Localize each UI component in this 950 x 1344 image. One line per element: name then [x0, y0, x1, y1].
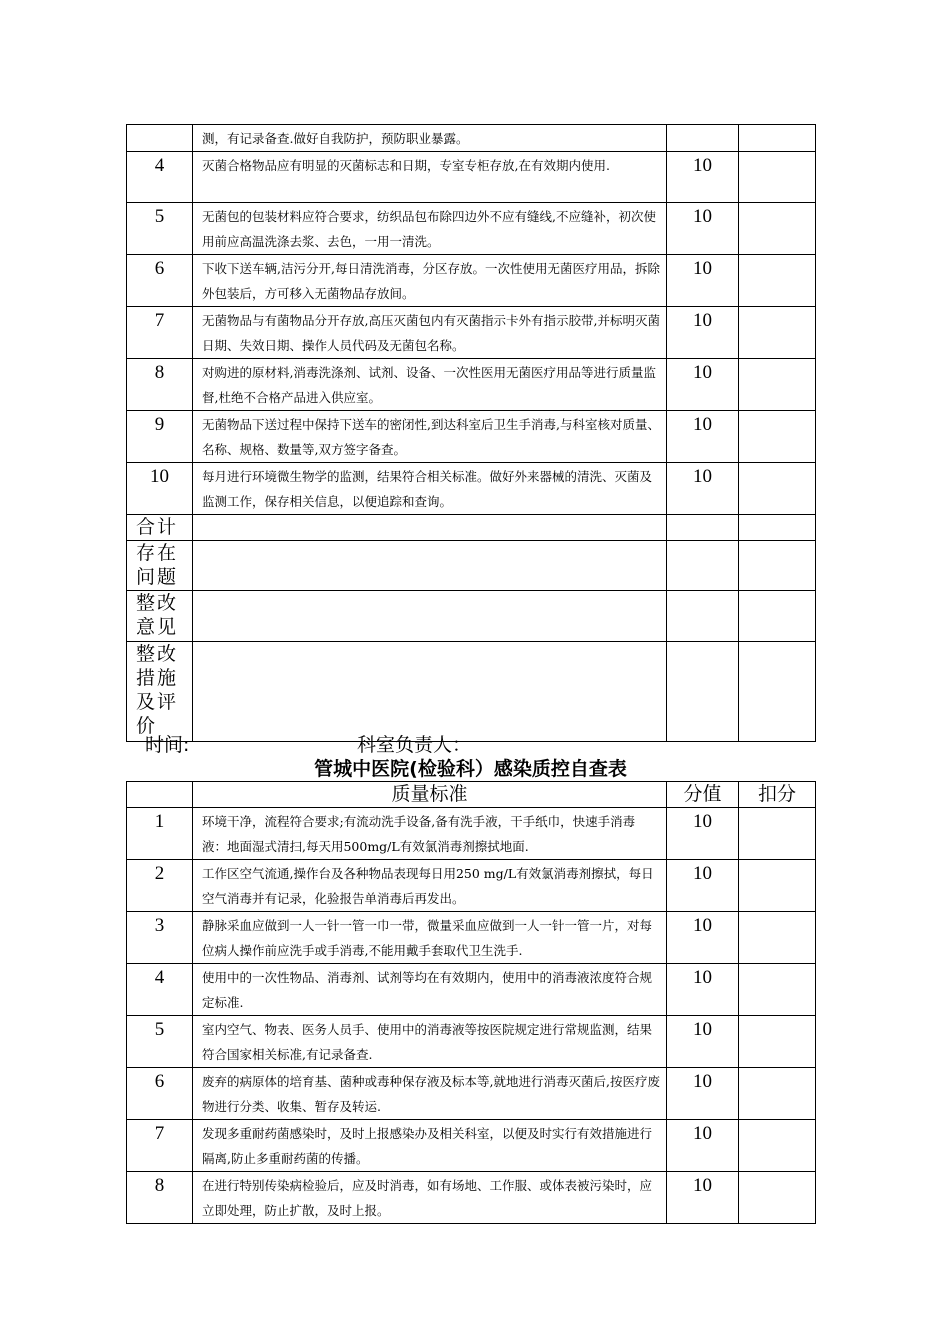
department-head-label: 科室负责人： — [357, 734, 472, 756]
measures-label: 整改措施及评价 — [127, 642, 193, 742]
table-row — [127, 463, 816, 515]
deduction-cell[interactable] — [739, 411, 816, 463]
score-value: 10 — [667, 964, 739, 1016]
deduction-cell[interactable] — [739, 125, 816, 152]
header-score: 分值 — [667, 782, 739, 808]
item-number: 5 — [127, 203, 193, 255]
table-title: 管城中医院(检验科）感染质控自查表 — [314, 758, 627, 780]
item-number: 7 — [127, 1120, 193, 1172]
score-value: 10 — [667, 1120, 739, 1172]
item-number: 5 — [127, 1016, 193, 1068]
lab-infection-self-check-table — [126, 781, 816, 1224]
measures-cell[interactable] — [193, 642, 667, 742]
deduction-cell[interactable] — [739, 463, 816, 515]
self-check-table-continued — [126, 124, 816, 742]
item-number: 1 — [127, 808, 193, 860]
score-value: 10 — [667, 808, 739, 860]
total-label: 合计 — [127, 515, 193, 541]
table-row — [127, 255, 816, 307]
table-row — [127, 359, 816, 411]
advice-label: 整改意见 — [127, 591, 193, 642]
table-row — [127, 411, 816, 463]
header-deduct: 扣分 — [739, 782, 816, 808]
item-number: 3 — [127, 912, 193, 964]
score-value: 10 — [667, 463, 739, 515]
item-number: 6 — [127, 1068, 193, 1120]
item-number: 10 — [127, 463, 193, 515]
item-number: 9 — [127, 411, 193, 463]
table-row — [127, 912, 816, 964]
item-number: 4 — [127, 152, 193, 203]
table-row — [127, 1068, 816, 1120]
score-value: 10 — [667, 411, 739, 463]
item-number: 6 — [127, 255, 193, 307]
issues-label: 存在问题 — [127, 541, 193, 591]
deduction-cell[interactable] — [739, 152, 816, 203]
table-row — [127, 1016, 816, 1068]
deduction-cell[interactable] — [739, 1120, 816, 1172]
table-row — [127, 1120, 816, 1172]
quality-standard-text: 无菌包的包装材料应符合要求，纺织品包布除四边外不应有缝线,不应缝补，初次使用前应高温洗涤去浆、去色，一用一清洗。 — [193, 203, 667, 255]
score-value: 10 — [667, 203, 739, 255]
deduction-cell[interactable] — [739, 1068, 816, 1120]
quality-standard-text: 发现多重耐药菌感染时，及时上报感染办及相关科室，以便及时实行有效措施进行隔离,防止多重耐药菌的传播。 — [193, 1120, 667, 1172]
quality-standard-text: 每月进行环境微生物学的监测，结果符合相关标准。做好外来器械的清洗、灭菌及监测工作，保存相关信息，以便追踪和查询。 — [193, 463, 667, 515]
deduction-cell[interactable] — [739, 964, 816, 1016]
table-row — [127, 860, 816, 912]
issues-cell[interactable] — [193, 541, 667, 591]
quality-standard-text: 使用中的一次性物品、消毒剂、试剂等均在有效期内，使用中的消毒液浓度符合规定标准. — [193, 964, 667, 1016]
total-row — [127, 515, 816, 541]
header-standard: 质量标准 — [193, 782, 667, 808]
quality-standard-text: 静脉采血应做到一人一针一管一巾一带，微量采血应做到一人一针一管一片，对每位病人操作前应洗手或手消毒,不能用戴手套取代卫生洗手. — [193, 912, 667, 964]
table-row — [127, 964, 816, 1016]
header-row — [127, 782, 816, 808]
quality-standard-text: 对购进的原材料,消毒洗涤剂、试剂、设备、一次性医用无菌医疗用品等进行质量监督,杜绝不合格产品进入供应室。 — [193, 359, 667, 411]
quality-standard-text: 无菌物品下送过程中保持下送车的密闭性,到达科室后卫生手消毒,与科室核对质量、名称、规格、数量等,双方签字备查。 — [193, 411, 667, 463]
quality-standard-text: 测，有记录备查.做好自我防护，预防职业暴露。 — [193, 125, 667, 152]
item-number: 8 — [127, 1172, 193, 1224]
score-value — [667, 125, 739, 152]
measures-row — [127, 642, 816, 742]
table-row — [127, 1172, 816, 1224]
deduction-cell[interactable] — [739, 359, 816, 411]
table-row — [127, 203, 816, 255]
header-no — [127, 782, 193, 808]
quality-standard-text: 下收下送车辆,洁污分开,每日清洗消毒，分区存放。一次性使用无菌医疗用品，拆除外包装后，方可移入无菌物品存放间。 — [193, 255, 667, 307]
signature-line — [145, 733, 471, 757]
table-row — [127, 152, 816, 203]
item-number: 7 — [127, 307, 193, 359]
table-row — [127, 307, 816, 359]
deduction-cell[interactable] — [739, 1016, 816, 1068]
deduction-cell[interactable] — [739, 860, 816, 912]
deduction-cell[interactable] — [739, 307, 816, 359]
deduction-cell[interactable] — [739, 1172, 816, 1224]
deduction-cell[interactable] — [739, 255, 816, 307]
score-value: 10 — [667, 1068, 739, 1120]
quality-standard-text: 废弃的病原体的培育基、菌种或毒种保存液及标本等,就地进行消毒灭菌后,按医疗废物进行分类、收集、暂存及转运. — [193, 1068, 667, 1120]
quality-standard-text: 工作区空气流通,操作台及各种物品表现每日用250 mg/L有效氯消毒剂擦拭，每日空气消毒并有记录，化验报告单消毒后再发出。 — [193, 860, 667, 912]
table-row — [127, 808, 816, 860]
deduction-cell[interactable] — [739, 912, 816, 964]
issues-row — [127, 541, 816, 591]
deduction-cell[interactable] — [739, 808, 816, 860]
time-label: 时间: — [145, 734, 190, 756]
score-value: 10 — [667, 307, 739, 359]
table-row — [127, 125, 816, 152]
advice-cell[interactable] — [193, 591, 667, 642]
score-value: 10 — [667, 1016, 739, 1068]
item-number: 4 — [127, 964, 193, 1016]
score-value: 10 — [667, 912, 739, 964]
item-number — [127, 125, 193, 152]
quality-standard-text: 无菌物品与有菌物品分开存放,高压灭菌包内有灭菌指示卡外有指示胶带,并标明灭菌日期、失效日期、操作人员代码及无菌包名称。 — [193, 307, 667, 359]
score-value: 10 — [667, 359, 739, 411]
score-value: 10 — [667, 152, 739, 203]
quality-standard-text: 室内空气、物表、医务人员手、使用中的消毒液等按医院规定进行常规监测，结果符合国家相关标准,有记录备查. — [193, 1016, 667, 1068]
quality-standard-text: 在进行特别传染病检验后，应及时消毒，如有场地、工作服、或体表被污染时，应立即处理，防止扩散，及时上报。 — [193, 1172, 667, 1224]
score-value: 10 — [667, 860, 739, 912]
score-value: 10 — [667, 1172, 739, 1224]
quality-standard-text: 环境干净，流程符合要求;有流动洗手设备,备有洗手液，干手纸巾，快速手消毒液：地面湿式清扫,每天用500mg/L有效氯消毒剂擦拭地面. — [193, 808, 667, 860]
advice-row — [127, 591, 816, 642]
quality-standard-text: 灭菌合格物品应有明显的灭菌标志和日期，专室专柜存放,在有效期内使用. — [193, 152, 667, 203]
deduction-cell[interactable] — [739, 203, 816, 255]
item-number: 2 — [127, 860, 193, 912]
item-number: 8 — [127, 359, 193, 411]
score-value: 10 — [667, 255, 739, 307]
